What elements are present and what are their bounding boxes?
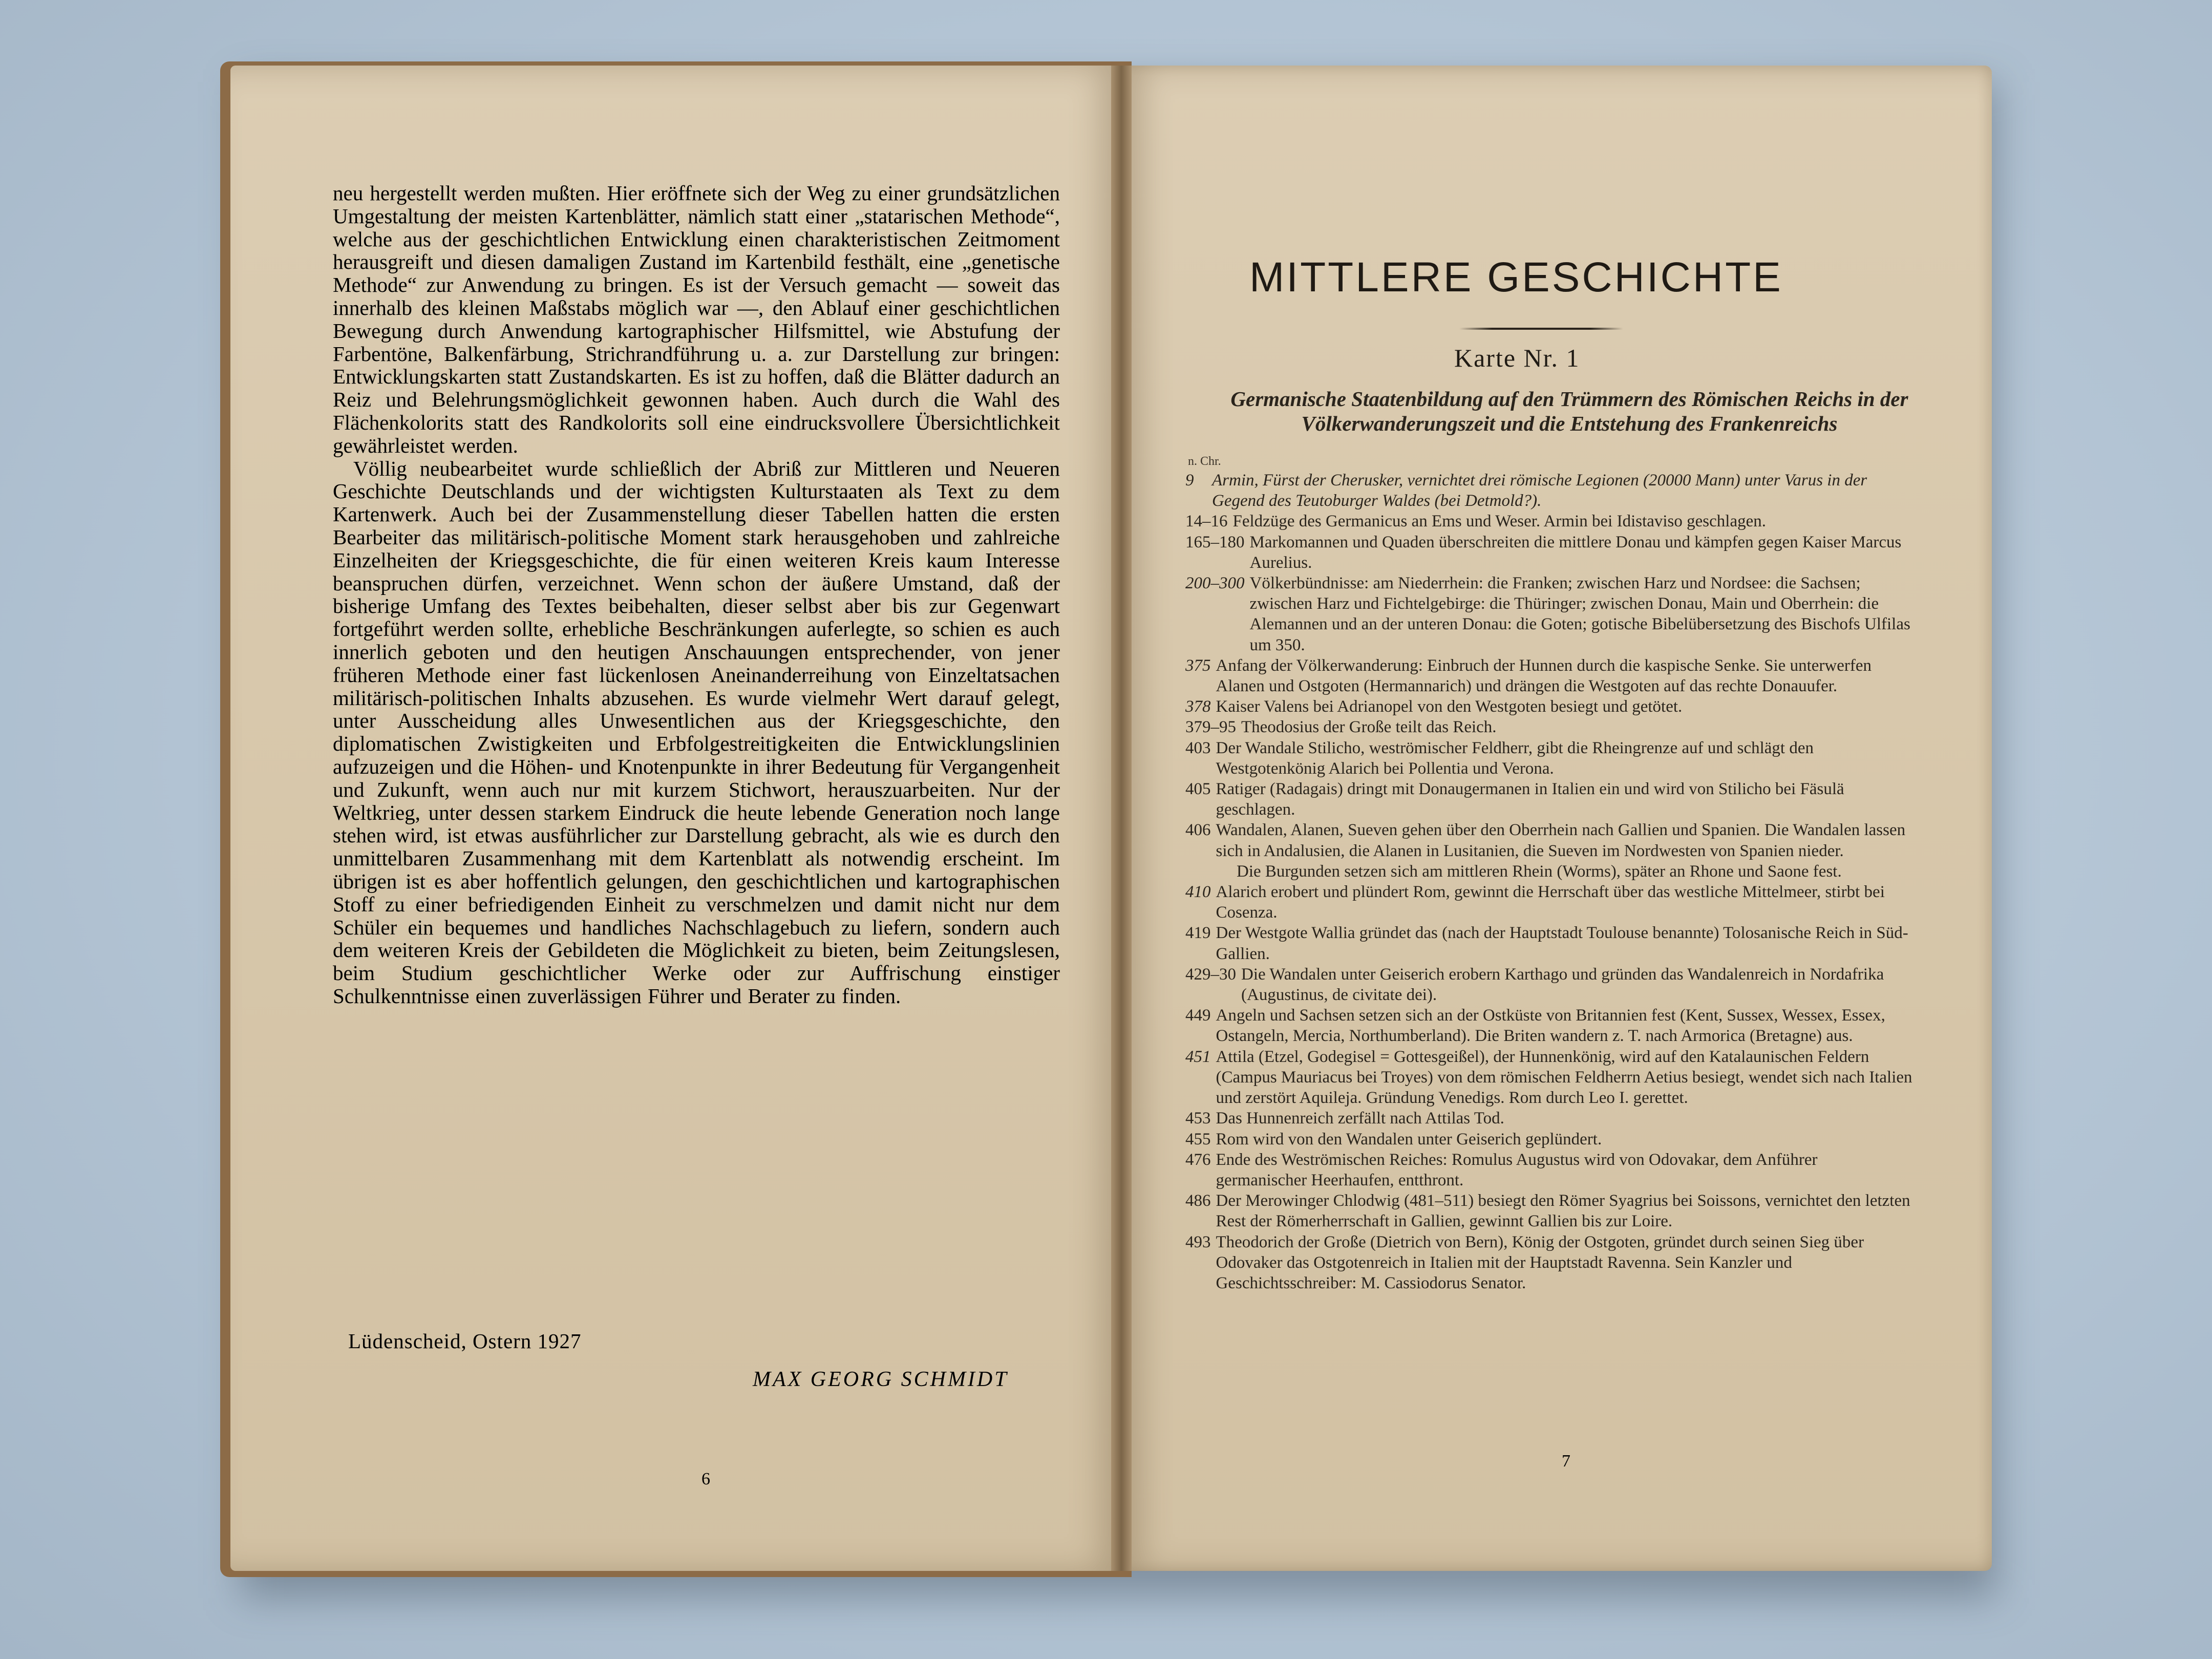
list-item (1185, 820, 1912, 861)
left-paragraph-2: Völlig neubearbeitet wurde schließlich der Abriß zur Mittleren und Neueren Geschichte Deutschlands und der wichtigsten Kulturstaaten als Text zu dem Kartenwerk. Auch bei der Zusammenstellung dieser Tabellen hatten die ersten Bearbeiter das militärisch-politische Moment stark herausgehoben und zahlreiche Einzelheiten der Kriegsgeschichte, die für einen weiteren Kreis kaum Interesse beanspruchen dürfen, verzeichnet. Wenn schon der äußere Umstand, daß der bisherige Umfang des Textes beibehalten, dieser selbst aber bis zur Gegenwart fortgeführt werden sollte, erhebliche Beschränkungen auferlegte, so schien es auch innerlich geboten und den heutigen Anschauungen entsprechender, von jener früheren Methode einer fast lückenlosen Aneinanderreihung von Einzeltatsachen militärisch-politischen Inhalts abzusehen. Es wurde vielmehr Wert darauf gelegt, unter Ausscheidung alles Unwesentlichen aus der Kriegsgeschichte, den diplomatischen Zwistigkeiten und Erbfolgestreitigkeiten die Entwicklungslinien aufzuzeigen und die Höhen- und Knotenpunkte in ihrer Bedeutung für Vergangenheit und Zukunft, wenn auch nur mit kurzem Stichwort, herauszuarbeiten. Nur der Weltkrieg, unter dessen starkem Eindruck die heute lebende Generation noch lange stehen wird, ist etwas ausführlicher zur Darstellung gebracht, als wie es durch den unmittelbaren Zusammenhang mit dem Kartenblatt als notwendig erscheint. Im übrigen ist es aber hoffentlich gelungen, den geschichtlichen und kartographischen Stoff zu einer befriedigenden Einheit zu verschmelzen und damit nicht nur dem Schüler ein bequemes und handliches Nachschlagebuch zu liefern, sondern auch dem weiteren Kreis der Gebildeten die Möglichkeit zu bieten, beim Zeitungslesen, beim Studium geschichtlicher Werke oder zur Auffrischung einstiger Schulkenntnisse einen zuverlässigen Führer und Berater zu finden. (333, 456, 1060, 1008)
list-item (1185, 779, 1912, 820)
entry-text: Markomannen und Quaden überschreiten die mittlere Donau und kämpfen gegen Kaiser Marcus Aurelius. (1249, 533, 1902, 572)
left-page-number: 6 (701, 1470, 710, 1488)
entry-year: 476 (1185, 1150, 1211, 1169)
entry-year: 403 (1185, 738, 1211, 757)
chronology-list (1185, 470, 1912, 1293)
list-item (1185, 1005, 1912, 1046)
entry-text: Der Wandale Stilicho, weströmischer Feldherr, gibt die Rheingrenze auf und schlägt den Westgotenkönig Alarich bei Pollentia und Verona. (1216, 738, 1814, 778)
entry-year: 379–95 (1185, 718, 1236, 737)
entry-text: Ratiger (Radagais) dringt mit Donaugermanen in Italien ein und wird von Stilicho bei Fäsulä geschlagen. (1216, 780, 1844, 819)
map-description: Germanische Staatenbildung auf den Trümmern des Römischen Reichs in der Völkerwanderungszeit und die Entstehung des Frankenreichs (1230, 387, 1908, 435)
list-item (1185, 696, 1912, 717)
list-item (1185, 1190, 1912, 1231)
list-item (1185, 738, 1912, 779)
list-item (1185, 511, 1912, 531)
entry-text: Der Merowinger Chlodwig (481–511) besiegt den Römer Syagrius bei Soissons, vernichtet den letzten Rest der Römerherrschaft in Gallien, gewinnt Gallien bis zur Loire. (1216, 1192, 1910, 1231)
entry-text: Ende des Weströmischen Reiches: Romulus Augustus wird von Odovakar, dem Anführer germanischer Heerhaufen, entthront. (1216, 1150, 1818, 1189)
entry-year: 429–30 (1185, 965, 1236, 984)
entry-year: 449 (1185, 1006, 1211, 1025)
author-signature: MAX GEORG SCHMIDT (753, 1368, 1009, 1391)
entry-text: Wandalen, Alanen, Sueven gehen über den Oberrhein nach Gallien und Spanien. Die Wandalen lassen sich in Andalusien, die Alanen in Lusitanien, die Sueven im Nordwesten von Spanien nieder. (1216, 821, 1906, 860)
map-number: Karte Nr. 1 (1454, 344, 1580, 372)
list-item (1185, 923, 1912, 964)
title-divider (1459, 328, 1623, 330)
left-page-body (333, 182, 1060, 1008)
entry-text: Armin, Fürst der Cherusker, vernichtet drei römische Legionen (20000 Mann) unter Varus in der Gegend des Teutoburger Waldes (bei Detmold?). (1212, 471, 1867, 511)
entry-text: Theodorich der Große (Dietrich von Bern), König der Ostgoten, gründet durch seinen Sieg über Odovaker das Ostgotenreich in Italien mit der Hauptstadt Ravenna. Sein Kanzler und Geschichtsschreiber: M. Cassiodorus Senator. (1216, 1232, 1864, 1292)
entry-year: 419 (1185, 924, 1211, 943)
entry-text: Feldzüge des Germanicus an Ems und Weser. Armin bei Idistaviso geschlagen. (1232, 512, 1766, 531)
list-item (1185, 470, 1912, 511)
list-item (1185, 1129, 1912, 1150)
entry-year: 493 (1185, 1232, 1211, 1251)
entry-year: 453 (1185, 1109, 1211, 1128)
entry-text: Die Burgunden setzen sich am mittleren Rhein (Worms), später an Rhone und Saone fest. (1237, 862, 1842, 881)
list-item (1185, 1150, 1912, 1190)
entry-text: Rom wird von den Wandalen unter Geiserich geplündert. (1216, 1130, 1602, 1148)
list-item (1185, 655, 1912, 696)
list-item (1185, 1232, 1912, 1294)
list-item (1185, 1047, 1912, 1109)
right-page-number: 7 (1562, 1452, 1570, 1471)
entry-year: 378 (1185, 697, 1211, 716)
entry-year: 9 (1185, 471, 1194, 490)
entry-year: 455 (1185, 1130, 1211, 1148)
entry-text: Attila (Etzel, Godegisel = Gottesgeißel), der Hunnenkönig, wird auf den Katalaunischen Feldern (Campus Mauriacus bei Troyes) von dem römischen Feldherrn Aetius besiegt, wendet sich nach Italien und zerstört Aquileja. Gründung Venedigs. Rom durch Leo I. gerettet. (1216, 1047, 1912, 1108)
entry-year: 165–180 (1185, 533, 1245, 551)
list-item (1185, 1108, 1912, 1129)
entry-year: 410 (1185, 883, 1211, 902)
entry-text: Angeln und Sachsen setzen sich an der Ostküste von Britannien fest (Kent, Sussex, Wessex, Essex, Ostangeln, Mercia, Northumberland). Die Briten wandern z. T. nach Armorica (Bretagne) aus. (1216, 1006, 1885, 1046)
entry-year: 375 (1185, 656, 1211, 675)
list-item (1185, 964, 1912, 1005)
entry-year: 200–300 (1185, 574, 1245, 593)
list-item (1185, 717, 1912, 737)
list-item (1185, 882, 1912, 923)
entry-year: 406 (1185, 821, 1211, 840)
entry-text: Der Westgote Wallia gründet das (nach der Hauptstadt Toulouse benannte) Tolosanische Reich in Süd-Gallien. (1216, 924, 1908, 963)
list-item (1185, 861, 1912, 882)
entry-year: 451 (1185, 1047, 1211, 1066)
entry-text: Völkerbündnisse: am Niederrhein: die Franken; zwischen Harz und Nordsee: die Sachsen; zwischen Harz und Fichtelgebirge: die Thüringer; zwischen Donau, Main und Oberrhein: die Alemannen und an der unteren Donau: die Goten; gotische Bibelübersetzung des Bischofs Ulfilas um 350. (1249, 574, 1910, 654)
entry-text: Das Hunnenreich zerfällt nach Attilas Tod. (1216, 1109, 1504, 1128)
entry-text: Anfang der Völkerwanderung: Einbruch der Hunnen durch die kaspische Senke. Sie unterwerfen Alanen und Ostgoten (Hermannarich) und drängen die Westgoten auf das rechte Donauufer. (1216, 656, 1871, 696)
place-date: Lüdenscheid, Ostern 1927 (348, 1329, 582, 1353)
list-item (1185, 573, 1912, 655)
entry-text: Theodosius der Große teilt das Reich. (1241, 718, 1497, 737)
entry-text: Alarich erobert und plündert Rom, gewinnt die Herrschaft über das westliche Mittelmeer, stirbt bei Cosenza. (1216, 883, 1885, 922)
list-item (1185, 532, 1912, 573)
entry-text: Kaiser Valens bei Adrianopel von den Westgoten besiegt und getötet. (1216, 697, 1683, 716)
entry-year: 14–16 (1185, 512, 1228, 531)
page-title: MITTLERE GESCHICHTE (1249, 254, 1783, 301)
entry-year: 486 (1185, 1192, 1211, 1210)
entry-year: 405 (1185, 780, 1211, 799)
era-label: n. Chr. (1188, 455, 1221, 468)
entry-text: Die Wandalen unter Geiserich erobern Karthago und gründen das Wandalenreich in Nordafrika (Augustinus, de civitate dei). (1241, 965, 1884, 1005)
left-paragraph-1: neu hergestellt werden mußten. Hier eröffnete sich der Weg zu einer grundsätzlichen Umgestaltung der meisten Kartenblätter, nämlich statt einer „statarischen Methode“, welche aus der geschichtlichen Entwicklung einen charakteristischen Zeitmoment herausgreift und diesen damaligen Zustand im Kartenbild festhält, eine „genetische Methode“ zur Anwendung zu bringen. Es ist der Versuch gemacht — soweit das innerhalb des kleinen Maßstabs möglich war —, den Ablauf einer geschichtlichen Bewegung durch Anwendung kartographischer Hilfsmittel, wie Abstufung der Farbentöne, Balkenfärbung, Strichrandführung u. a. zur Darstellung zur bringen: Entwicklungskarten statt Zustandskarten. Es ist zu hoffen, daß die Blätter dadurch an Reiz und Belehrungsmöglichkeit gewonnen haben. Auch durch die Wahl des Flächenkolorits statt des Randkolorits soll eine eindrucksvollere Übersichtlichkeit gewährleistet werden. (333, 181, 1060, 457)
book-gutter (1111, 66, 1132, 1571)
